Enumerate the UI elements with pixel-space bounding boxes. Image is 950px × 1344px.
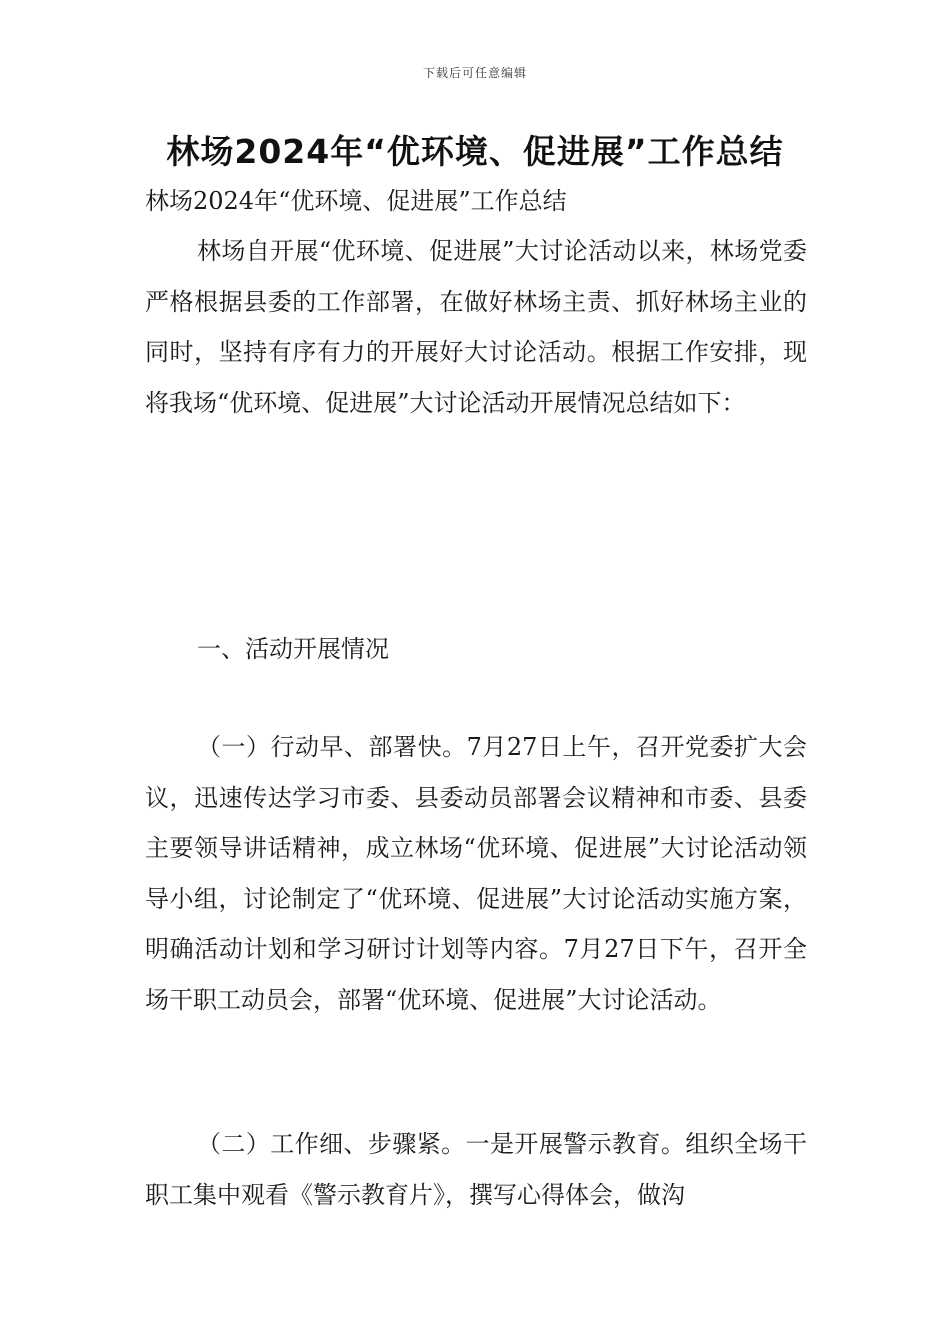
header-note: 下载后可任意编辑 <box>422 66 527 80</box>
paragraph-2: （二）工作细、步骤紧。一是开展警示教育。组织全场干职工集中观看《警示教育片》，撰写心得体会，做沟 <box>145 1130 807 1209</box>
document-title: 林场2024年“优环境、促进展”工作总结 <box>166 132 784 171</box>
paragraph-1: （一）行动早、部署快。7月27日上午，召开党委扩大会议，迅速传达学习市委、县委动员部署会议精神和市委、县委主要领导讲话精神，成立林场“优环境、促进展”大讨论活动领导小组，讨论制定了“优环境、促进展”大讨论活动实施方案，明确活动计划和学习研讨计划等内容。7月27日下午，召开全场干职工动员会，部署“优环境、促进展”大讨论活动。 <box>145 733 807 1014</box>
document-subtitle: 林场2024年“优环境、促进展”工作总结 <box>145 187 567 215</box>
intro-paragraph: 林场自开展“优环境、促进展”大讨论活动以来，林场党委严格根据县委的工作部署，在做好林场主责、抓好林场主业的同时，坚持有序有力的开展好大讨论活动。根据工作安排，现将我场“优环境、促进展”大讨论活动开展情况总结如下： <box>145 237 807 417</box>
section-heading: 一、活动开展情况 <box>197 635 389 663</box>
